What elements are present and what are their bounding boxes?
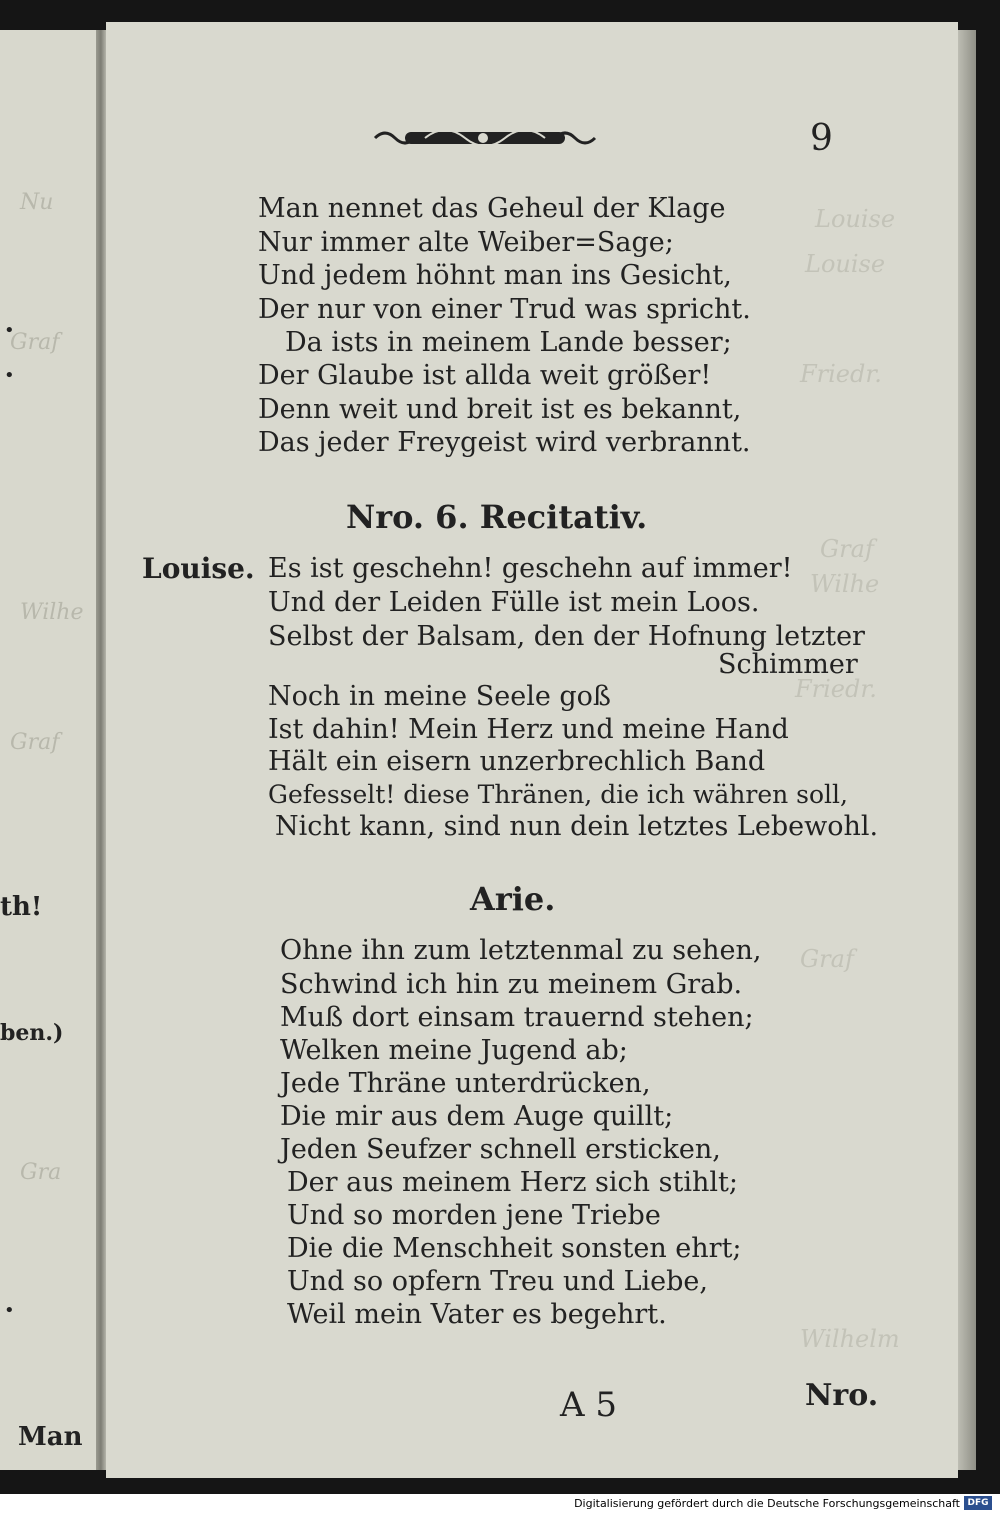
recitativ-line: Nicht kann, sind nun dein letztes Lebewohl. [275, 811, 879, 842]
recitativ-line: Noch in meine Seele goß [268, 681, 611, 712]
arie-line: Jeden Seufzer schnell ersticken, [280, 1134, 721, 1165]
left-fragment-3: Man [18, 1422, 83, 1452]
verse-line: Der nur von einer Trud was spricht. [258, 294, 751, 325]
verse-line: Da ists in meinem Lande besser; [285, 327, 732, 358]
verse-line: Denn weit und breit ist es bekannt, [258, 394, 742, 425]
catchword: Nro. [805, 1378, 879, 1413]
digitization-credit: Digitalisierung gefördert durch die Deutsche Forschungsgemeinschaft [574, 1497, 960, 1510]
recitativ-line: Gefesselt! diese Thränen, die ich währen soll, [268, 780, 848, 809]
arie-line: Die die Menschheit sonsten ehrt; [287, 1233, 742, 1264]
arie-line: Muß dort einsam trauernd stehen; [280, 1002, 754, 1033]
verse-line: Nur immer alte Weiber=Sage; [258, 227, 674, 258]
arie-line: Welken meine Jugend ab; [280, 1035, 628, 1066]
page-edge [958, 30, 976, 1470]
arie-line: Ohne ihn zum letztenmal zu sehen, [280, 935, 762, 966]
speaker-name: Louise. [142, 552, 255, 585]
recitativ-line: Schimmer [718, 649, 858, 680]
ornament-headpiece-icon [365, 118, 605, 158]
section-heading-arie: Arie. [470, 880, 556, 918]
left-page-fragment: Nu Graf Wilhe Graf th! ben.) Gra Man • • • [0, 30, 100, 1470]
recitativ-line: Und der Leiden Fülle ist mein Loos. [268, 587, 760, 618]
verse-line: Man nennet das Geheul der Klage [258, 193, 726, 224]
verse-line: Der Glaube ist allda weit größer! [258, 360, 712, 391]
page-number: 9 [810, 118, 833, 159]
verse-line: Und jedem höhnt man ins Gesicht, [258, 260, 732, 291]
arie-line: Und so opfern Treu und Liebe, [287, 1266, 708, 1297]
left-fragment-2: ben.) [0, 1020, 64, 1046]
recitativ-line: Ist dahin! Mein Herz und meine Hand [268, 714, 789, 745]
recitativ-line: Selbst der Balsam, den der Hofnung letzter [268, 621, 865, 652]
recitativ-line: Hält ein eisern unzerbrechlich Band [268, 746, 766, 777]
section-heading-recitativ: Nro. 6. Recitativ. [346, 498, 648, 536]
left-fragment-1: th! [0, 892, 43, 922]
scan-background: Nu Graf Wilhe Graf th! ben.) Gra Man • • • Louise Louise Friedr. Graf Wilhe Friedr. Graf Wilhelm 9 Man nennet das Geheul der Klage Nur immer alte Weiber=Sage; Und jedem höhnt man ins Gesicht, Der nur von einer Trud was spricht. Da ists in meinem Lande besser; Der Glaube ist allda weit größer! Denn weit und breit ist es bekannt, Das jeder Freygeist wird verbrannt. Nro. 6. Recitativ. Louise. Es ist geschehn! geschehn auf immer! Und der Leiden Fülle ist mein Loos. Selbst der Balsam, den der Hofnung letzter Schimmer Noch in meine Seele goß Ist dahin! Mein Herz und meine Hand Hält ein eisern unzerbrechlich Band Gefesselt! diese Thränen, die ich währen soll, Nicht kann, sind nun dein letztes Lebewohl. Arie. Ohne ihn zum letztenmal zu sehen, Schwind ich hin zu meinem Grab. Muß dort einsam trauernd stehen; Welken meine Jugend ab; Jede Thräne unterdrücken, Die mir aus dem Auge quillt; Jeden Seufzer schnell ersticken, Der aus meinem Herz sich stihlt; Und so morden jene Triebe Die die Menschheit sonsten ehrt; Und so opfern Treu und Liebe, Weil mein Vater es begehrt. A 5 Nro. [0, 0, 1000, 1494]
arie-line: Weil mein Vater es begehrt. [287, 1299, 667, 1330]
arie-line: Die mir aus dem Auge quillt; [280, 1101, 674, 1132]
arie-line: Der aus meinem Herz sich stihlt; [287, 1167, 738, 1198]
arie-line: Schwind ich hin zu meinem Grab. [280, 969, 743, 1000]
recitativ-line: Es ist geschehn! geschehn auf immer! [268, 553, 793, 584]
dfg-logo-icon: DFG [964, 1496, 992, 1510]
arie-line: Jede Thräne unterdrücken, [280, 1068, 651, 1099]
arie-line: Und so morden jene Triebe [287, 1200, 661, 1231]
verse-line: Das jeder Freygeist wird verbrannt. [258, 427, 751, 458]
signature-mark: A 5 [560, 1385, 617, 1425]
